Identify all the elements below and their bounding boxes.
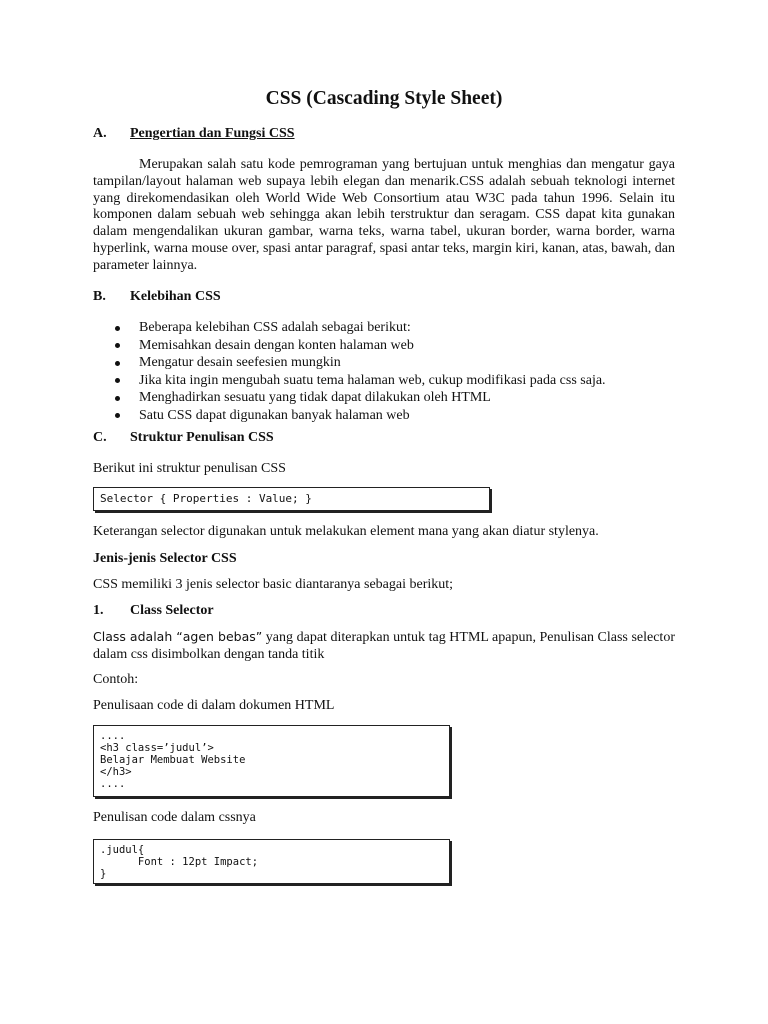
bullet-icon — [115, 343, 120, 348]
selector-types-heading: Jenis-jenis Selector CSS — [93, 551, 237, 566]
section-b-heading — [93, 289, 221, 305]
bullet-icon — [115, 326, 120, 331]
example-label: Contoh: — [93, 672, 139, 687]
bullet-icon — [115, 361, 120, 366]
list-item: Jika kita ingin mengubah suatu tema halaman web, cukup modifikasi pada css saja. — [93, 372, 606, 390]
section-1-title: Class Selector — [130, 603, 214, 618]
section-a-paragraph: Merupakan salah satu kode pemrograman yang bertujuan untuk menghias dan mengatur gaya tampilan/layout halaman web supaya lebih elegan dan menarik.CSS adalah sebuah teknologi internet yang direkomendasikan oleh World Wide Web Consortium atau W3C pada tahun 1996. Selain itu komponen dalam sebuah web sehingga akan lebih terstruktur dan seragam. CSS dapat kita gunakan dalam mengendalikan ukuran gambar, warna teks, warna tabel, ukuran border, warna border, warna hyperlink, warna mouse over, spasi antar paragraf, spasi antar teks, margin kiri, kanan, atas, bawah, dan parameter lainnya. — [93, 157, 675, 273]
section-b-number: B. — [93, 289, 106, 304]
section-b-title: Kelebihan CSS — [130, 289, 221, 304]
structure-intro: Berikut ini struktur penulisan CSS — [93, 461, 286, 476]
code-line: .... — [100, 778, 126, 790]
bullet-icon — [115, 396, 120, 401]
code-line: .... — [100, 730, 126, 742]
code-line: .judul{ — [100, 844, 145, 856]
section-1-number: 1. — [93, 603, 104, 618]
class-definition-line2: dalam css disimbolkan dengan tanda titik — [93, 646, 325, 662]
html-code-label: Penulisaan code di dalam dokumen HTML — [93, 698, 335, 713]
list-item: Memisahkan desain dengan konten halaman web — [93, 337, 606, 355]
section-a-heading — [93, 126, 295, 142]
css-code-label: Penulisan code dalam cssnya — [93, 810, 256, 825]
list-item: Beberapa kelebihan CSS adalah sebagai berikut: — [93, 319, 606, 337]
section-1-heading — [93, 603, 214, 619]
section-a-number: A. — [93, 126, 107, 141]
selector-description: Keterangan selector digunakan untuk melakukan element mana yang akan diatur stylenya. — [93, 524, 599, 539]
section-c-number: C. — [93, 430, 107, 445]
css-code-box — [93, 839, 450, 884]
section-c-heading — [93, 430, 274, 446]
bullet-icon — [115, 378, 120, 383]
selector-types-text: CSS memiliki 3 jenis selector basic diantaranya sebagai berikut; — [93, 577, 454, 592]
advantages-list — [93, 319, 606, 424]
code-line: } — [100, 868, 107, 880]
syntax-code: Selector { Properties : Value; } — [100, 492, 312, 505]
list-item: Satu CSS dapat digunakan banyak halaman web — [93, 407, 606, 425]
section-c-title: Struktur Penulisan CSS — [130, 430, 274, 445]
code-line: Font : 12pt Impact; — [100, 856, 259, 868]
page-title: CSS (Cascading Style Sheet) — [265, 88, 503, 109]
list-item: Mengatur desain seefesien mungkin — [93, 354, 606, 372]
code-line: Belajar Membuat Website — [100, 754, 246, 766]
html-code-box — [93, 725, 450, 797]
bullet-icon — [115, 413, 120, 418]
class-definition-rest: yang dapat diterapkan untuk tag HTML apapun, Penulisan Class selector — [262, 630, 675, 645]
code-line: <h3 class=’judul’> — [100, 742, 214, 754]
syntax-code-box — [93, 487, 490, 511]
class-definition-text: Class adalah “agen bebas” — [93, 629, 263, 644]
list-item: Menghadirkan sesuatu yang tidak dapat dilakukan oleh HTML — [93, 389, 606, 407]
class-selector-paragraph — [93, 629, 675, 664]
code-line: </h3> — [100, 766, 132, 778]
section-a-title: Pengertian dan Fungsi CSS — [130, 126, 295, 141]
